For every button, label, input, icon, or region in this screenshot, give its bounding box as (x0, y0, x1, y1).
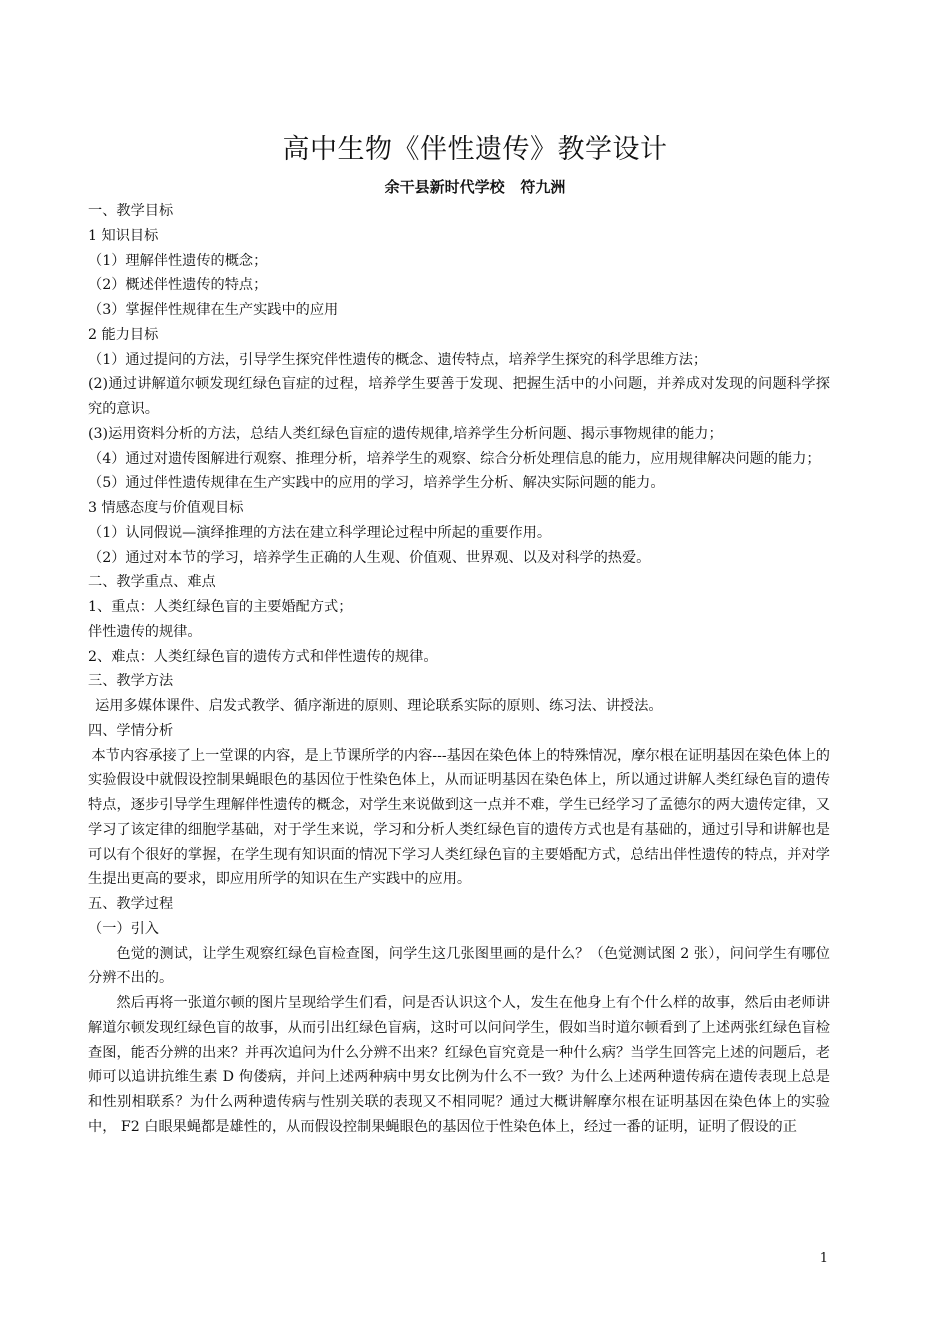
document-body (88, 199, 830, 1140)
paragraph: 2、难点：人类红绿色盲的遗传方式和伴性遗传的规律。 (88, 648, 438, 665)
paragraph: 然后再将一张道尔顿的图片呈现给学生们看，问是否认识这个人，发生在他身上有个什么样的故事，然后由老师讲解道尔顿发现红绿色盲的故事，从而引出红绿色盲病，这时可以问问学生，假如当时道尔顿看到了上述两张红绿色盲检查图，能否分辨的出来？并再次追问为什么分辨不出来？红绿色盲究竟是一种什么病？当学生回答完上述的问题后，老师可以追讲抗维生素 D 佝偻病，并问上述两种病中男女比例为什么不一致？为什么上述两种遗传病在遗传表现上总是和性别相联系？为什么两种遗传病与性别关联的表现又不相同呢？通过大概讲解摩尔根在证明基因在染色体上的实验中， F2 白眼果蝇都是雄性的，从而假设控制果蝇眼色的基因位于性染色体上，经过一番的证明，证明了假设的正 (88, 995, 830, 1135)
paragraph: （1）理解伴性遗传的概念； (88, 252, 268, 269)
paragraph: 1 知识目标 (88, 227, 159, 244)
paragraph: 三、教学方法 (88, 673, 174, 690)
paragraph: 色觉的测试，让学生观察红绿色盲检查图，问学生这几张图里画的是什么？（色觉测试图 2 张），问问学生有哪位分辨不出的。 (88, 945, 830, 987)
paragraph: (2)通过讲解道尔顿发现红绿色盲症的过程，培养学生要善于发现、把握生活中的小问题，并养成对发现的问题科学探究的意识。 (88, 376, 830, 417)
paragraph: （3）掌握伴性规律在生产实践中的应用 (88, 302, 339, 318)
paragraph: （1）通过提问的方法，引导学生探究伴性遗传的概念、遗传特点，培养学生探究的科学思维方法； (88, 351, 708, 368)
paragraph: 2 能力目标 (88, 326, 159, 343)
paragraph: 五、教学过程 (88, 896, 174, 912)
paragraph: 3 情感态度与价值观目标 (88, 500, 244, 516)
paragraph: 四、学情分析 (88, 722, 174, 739)
paragraph: 二、教学重点、难点 (88, 574, 216, 591)
paragraph: （5）通过伴性遗传规律在生产实践中的应用的学习，培养学生分析、解决实际问题的能力。 (88, 475, 665, 492)
page-number: 1 (819, 1251, 828, 1266)
paragraph: 一、教学目标 (88, 203, 174, 219)
paragraph: (3)运用资料分析的方法，总结人类红绿色盲症的遗传规律,培养学生分析问题、揭示事物规律的能力； (88, 425, 723, 442)
paragraph: 伴性遗传的规律。 (88, 623, 202, 640)
paragraph: 本节内容承接了上一堂课的内容，是上节课所学的内容---基因在染色体上的特殊情况，摩尔根在证明基因在染色体上的实验假设中就假设控制果蝇眼色的基因位于性染色体上，从而证明基因在染色体上，所以通过讲解人类红绿色盲的遗传特点，逐步引导学生理解伴性遗传的概念，对学生来说做到这一点并不难，学生已经学习了孟德尔的两大遗传定律，又学习了该定律的细胞学基础，对于学生来说，学习和分析人类红绿色盲的遗传方式也是有基础的，通过引导和讲解也是可以有个很好的掌握，在学生现有知识面的情况下学习人类红绿色盲的主要婚配方式，总结出伴性遗传的特点，并对学生提出更高的要求，即应用所学的知识在生产实践中的应用。 (88, 747, 830, 888)
page-title: 高中生物《伴性遗传》教学设计 (282, 134, 668, 165)
paragraph: （2）概述伴性遗传的特点； (88, 277, 268, 294)
author-line: 余干县新时代学校 符九洲 (384, 178, 566, 196)
paragraph: （2）通过对本节的学习，培养学生正确的人生观、价值观、世界观、以及对科学的热爱。 (88, 549, 651, 566)
paragraph: （一）引入 (88, 920, 159, 937)
paragraph: 运用多媒体课件、启发式教学、循序渐进的原则、理论联系实际的原则、练习法、讲授法。 (95, 698, 663, 714)
paragraph: 1、重点：人类红绿色盲的主要婚配方式； (88, 599, 353, 615)
paragraph: （4）通过对遗传图解进行观察、推理分析，培养学生的观察、综合分析处理信息的能力，应用规律解决问题的能力； (88, 450, 821, 467)
paragraph: （1）认同假说—演绎推理的方法在建立科学理论过程中所起的重要作用。 (88, 524, 552, 541)
